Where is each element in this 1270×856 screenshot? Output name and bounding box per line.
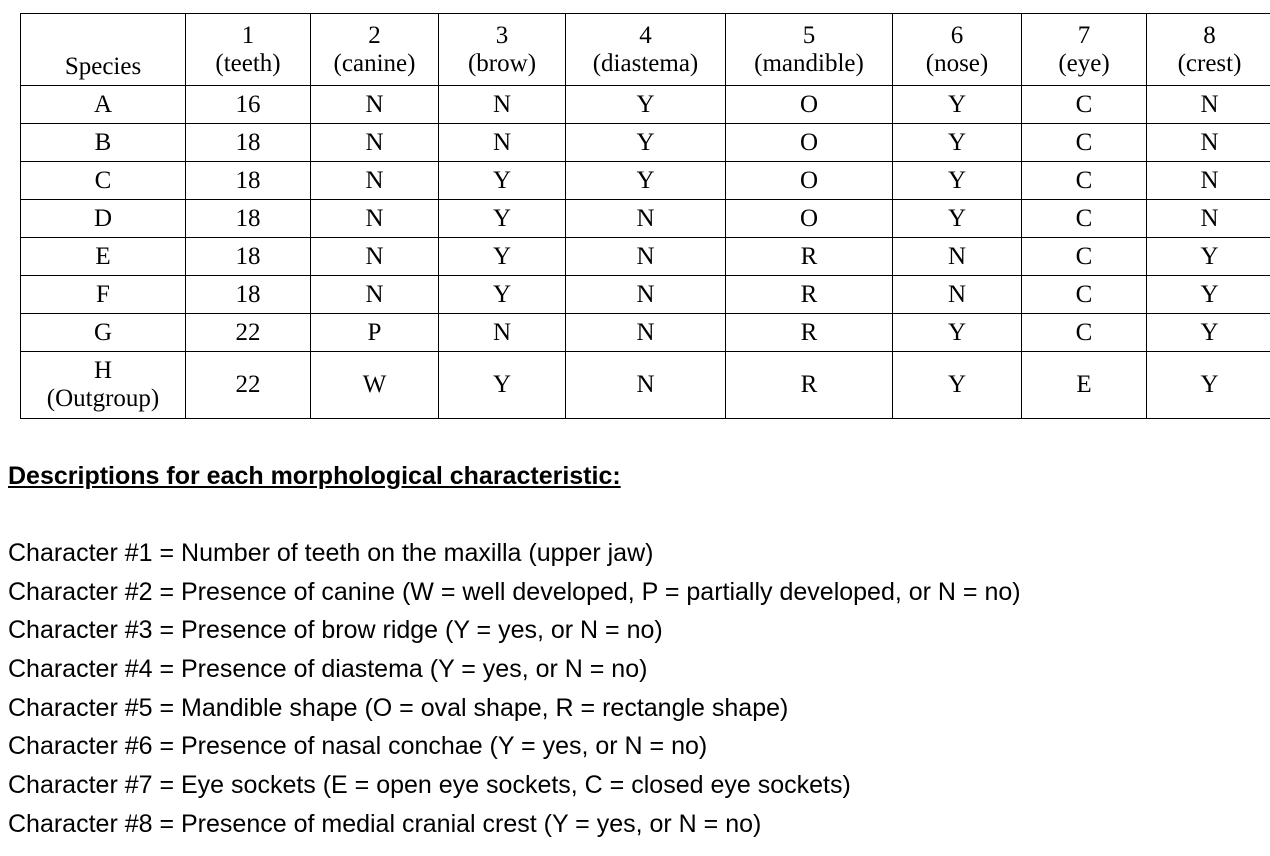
- species-cell: [21, 314, 186, 352]
- character-value-cell: N: [1147, 86, 1270, 124]
- character-value-cell: Y: [1147, 238, 1270, 276]
- column-label: (crest): [1177, 49, 1242, 77]
- character-value-cell: Y: [1147, 314, 1270, 352]
- character-value-cell: N: [1147, 162, 1270, 200]
- species-cell: [21, 86, 186, 124]
- character-value-cell: Y: [566, 124, 726, 162]
- column-label: (brow): [467, 49, 537, 77]
- character-value-cell: N: [1147, 124, 1270, 162]
- table-row: [21, 352, 1270, 419]
- header-row: [21, 14, 1270, 86]
- descriptions-section: [8, 456, 1258, 844]
- character-value-cell: 22: [186, 314, 311, 352]
- character-value-cell: C: [1022, 86, 1147, 124]
- column-label: (diastema): [592, 49, 699, 77]
- character-description: Character #1 = Number of teeth on the maxilla (upper jaw): [8, 539, 654, 567]
- character-value-cell: C: [1022, 200, 1147, 238]
- species-name: D: [93, 204, 113, 232]
- character-value-cell: N: [439, 86, 566, 124]
- character-value-cell: Y: [439, 238, 566, 276]
- character-value-cell: N: [311, 162, 439, 200]
- table-row: [21, 276, 1270, 314]
- table-body: [21, 86, 1270, 419]
- column-label: (teeth): [215, 49, 281, 77]
- species-name: E: [95, 242, 111, 270]
- species-name: A: [93, 90, 113, 118]
- character-value-cell: Y: [1147, 276, 1270, 314]
- species-cell: [21, 276, 186, 314]
- character-value-cell: O: [726, 200, 893, 238]
- character-value-cell: 16: [186, 86, 311, 124]
- character-value-cell: N: [311, 276, 439, 314]
- character-value-cell: C: [1022, 276, 1147, 314]
- character-value-cell: N: [311, 238, 439, 276]
- character-description: Character #7 = Eye sockets (E = open eye sockets, C = closed eye sockets): [8, 771, 851, 800]
- character-value-cell: C: [1022, 238, 1147, 276]
- character-matrix-table: [20, 13, 1270, 419]
- character-value-cell: C: [1022, 162, 1147, 200]
- character-value-cell: 18: [186, 200, 311, 238]
- character-value-cell: R: [726, 276, 893, 314]
- character-value-cell: C: [1022, 124, 1147, 162]
- character-value-cell: W: [311, 352, 439, 419]
- character-value-cell: 22: [186, 352, 311, 419]
- character-column-header: [566, 14, 726, 86]
- table-row: [21, 162, 1270, 200]
- column-label: (nose): [925, 49, 989, 77]
- character-column-header: [893, 14, 1022, 86]
- character-value-cell: N: [439, 124, 566, 162]
- table-row: [21, 124, 1270, 162]
- character-value-cell: N: [893, 276, 1022, 314]
- character-value-cell: Y: [893, 162, 1022, 200]
- character-description: Character #4 = Presence of diastema (Y = yes, or N = no): [8, 655, 648, 684]
- character-value-cell: O: [726, 124, 893, 162]
- table-row: [21, 200, 1270, 238]
- character-value-cell: 18: [186, 162, 311, 200]
- character-value-cell: Y: [439, 162, 566, 200]
- character-value-cell: N: [566, 238, 726, 276]
- character-description: Character #8 = Presence of medial cranial crest (Y = yes, or N = no): [8, 809, 762, 838]
- species-subtitle: (Outgroup): [46, 385, 160, 412]
- species-name: H: [93, 357, 113, 384]
- character-column-header: [439, 14, 566, 86]
- species-cell: [21, 200, 186, 238]
- character-value-cell: Y: [566, 86, 726, 124]
- character-value-cell: N: [311, 200, 439, 238]
- column-number: 8: [1203, 21, 1216, 49]
- character-value-cell: N: [1147, 200, 1270, 238]
- column-label: (mandible): [754, 49, 864, 77]
- character-value-cell: 18: [186, 238, 311, 276]
- character-value-cell: Y: [566, 162, 726, 200]
- character-value-cell: P: [311, 314, 439, 352]
- table-row: [21, 86, 1270, 124]
- character-value-cell: C: [1022, 314, 1147, 352]
- character-value-cell: N: [566, 314, 726, 352]
- species-name: G: [93, 318, 113, 346]
- descriptions-heading: Descriptions for each morphological characteristic:: [8, 462, 621, 490]
- column-number: 1: [241, 21, 255, 49]
- character-value-cell: N: [311, 124, 439, 162]
- species-cell: [21, 352, 186, 419]
- character-value-cell: Y: [893, 314, 1022, 352]
- column-number: 7: [1077, 21, 1091, 49]
- species-cell: [21, 162, 186, 200]
- species-cell: [21, 238, 186, 276]
- character-value-cell: 18: [186, 124, 311, 162]
- character-description: Character #2 = Presence of canine (W = well developed, P = partially developed, or N = no): [8, 577, 1021, 606]
- character-column-header: [1022, 14, 1147, 86]
- character-value-cell: E: [1022, 352, 1147, 419]
- character-value-cell: Y: [1147, 352, 1270, 419]
- species-name: B: [94, 128, 112, 156]
- species-header-label: Species: [64, 52, 142, 80]
- character-value-cell: N: [566, 276, 726, 314]
- column-number: 6: [950, 21, 964, 49]
- species-cell: [21, 124, 186, 162]
- character-value-cell: N: [893, 238, 1022, 276]
- column-number: 4: [639, 21, 652, 49]
- character-description: Character #6 = Presence of nasal conchae (Y = yes, or N = no): [8, 732, 708, 761]
- column-label: (canine): [333, 49, 416, 77]
- character-description: Character #3 = Presence of brow ridge (Y = yes, or N = no): [8, 616, 663, 645]
- character-value-cell: Y: [439, 200, 566, 238]
- column-label: (eye): [1058, 49, 1110, 77]
- character-column-header: [186, 14, 311, 86]
- character-value-cell: N: [566, 352, 726, 419]
- column-number: 3: [495, 21, 509, 49]
- table-row: [21, 314, 1270, 352]
- table-row: [21, 238, 1270, 276]
- descriptions-list: [8, 534, 1258, 844]
- character-value-cell: N: [439, 314, 566, 352]
- column-number: 5: [802, 21, 816, 49]
- character-value-cell: Y: [893, 86, 1022, 124]
- character-value-cell: Y: [893, 352, 1022, 419]
- character-value-cell: O: [726, 162, 893, 200]
- character-value-cell: Y: [439, 276, 566, 314]
- character-value-cell: N: [311, 86, 439, 124]
- character-description: Character #5 = Mandible shape (O = oval shape, R = rectangle shape): [8, 693, 789, 722]
- character-column-header: [311, 14, 439, 86]
- column-number: 2: [368, 21, 381, 49]
- character-value-cell: N: [566, 200, 726, 238]
- character-value-cell: R: [726, 352, 893, 419]
- species-name: F: [96, 280, 110, 308]
- character-value-cell: Y: [893, 124, 1022, 162]
- character-value-cell: Y: [439, 352, 566, 419]
- character-value-cell: R: [726, 314, 893, 352]
- species-column-header: [21, 14, 186, 86]
- character-value-cell: Y: [893, 200, 1022, 238]
- character-column-header: [726, 14, 893, 86]
- species-name: C: [94, 166, 112, 194]
- character-value-cell: R: [726, 238, 893, 276]
- character-value-cell: 18: [186, 276, 311, 314]
- character-column-header: [1147, 14, 1270, 86]
- character-value-cell: O: [726, 86, 893, 124]
